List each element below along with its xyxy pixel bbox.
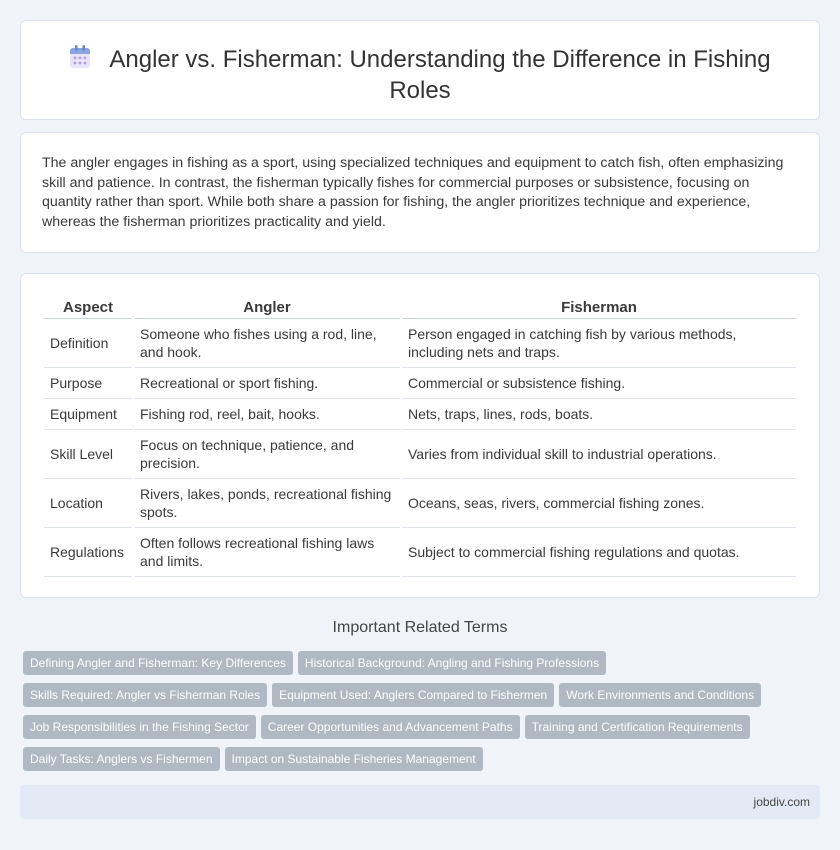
table-cell-fisherman: Oceans, seas, rivers, commercial fishing zones. [402, 479, 796, 528]
related-term-tag[interactable]: Job Responsibilities in the Fishing Sector [23, 715, 256, 739]
table-cell-aspect: Location [44, 479, 132, 528]
table-cell-fisherman: Commercial or subsistence fishing. [402, 368, 796, 399]
table-cell-angler: Focus on technique, patience, and precision. [134, 430, 400, 479]
related-terms-tags [23, 651, 803, 779]
header-aspect: Aspect [44, 292, 132, 319]
header-angler: Angler [134, 292, 400, 319]
table-cell-aspect: Skill Level [44, 430, 132, 479]
table-row [44, 479, 796, 528]
table-row [44, 399, 796, 430]
header-fisherman: Fisherman [402, 292, 796, 319]
table-row [44, 319, 796, 368]
table-cell-fisherman: Varies from individual skill to industrial operations. [402, 430, 796, 479]
related-term-tag[interactable]: Impact on Sustainable Fisheries Management [225, 747, 483, 771]
page-title-row [21, 45, 819, 105]
intro-paragraph: The angler engages in fishing as a sport, using specialized techniques and equipment to catch fish, often emphasizing skill and patience. In contrast, the fisherman typically fishes for commercial purposes or subsistence, focusing on quantity rather than sport. While both share a passion for fishing, the angler prioritizes technique and experience, whereas the fisherman prioritizes practicality and yield. [42, 155, 784, 230]
table-row [44, 368, 796, 399]
intro-card [20, 132, 820, 253]
table-cell-aspect: Purpose [44, 368, 132, 399]
footer-site-link[interactable]: jobdiv.com [753, 795, 810, 809]
table-cell-aspect: Regulations [44, 528, 132, 577]
footer-bar [20, 785, 820, 819]
table-cell-angler: Recreational or sport fishing. [134, 368, 400, 399]
related-term-tag[interactable]: Work Environments and Conditions [559, 683, 761, 707]
table-cell-fisherman: Nets, traps, lines, rods, boats. [402, 399, 796, 430]
table-cell-angler: Often follows recreational fishing laws and limits. [134, 528, 400, 577]
table-cell-aspect: Definition [44, 319, 132, 368]
title-card [20, 20, 820, 120]
table-cell-angler: Rivers, lakes, ponds, recreational fishing spots. [134, 479, 400, 528]
comparison-table [42, 292, 798, 577]
related-term-tag[interactable]: Equipment Used: Anglers Compared to Fishermen [272, 683, 554, 707]
calendar-icon [69, 45, 91, 76]
table-row [44, 528, 796, 577]
related-term-tag[interactable]: Skills Required: Angler vs Fisherman Roles [23, 683, 267, 707]
related-terms-title: Important Related Terms [332, 619, 508, 636]
related-term-tag[interactable]: Daily Tasks: Anglers vs Fishermen [23, 747, 220, 771]
table-cell-fisherman: Person engaged in catching fish by various methods, including nets and traps. [402, 319, 796, 368]
table-cell-aspect: Equipment [44, 399, 132, 430]
page-title: Angler vs. Fisherman: Understanding the Difference in Fishing Roles [109, 46, 771, 104]
table-cell-angler: Fishing rod, reel, bait, hooks. [134, 399, 400, 430]
table-row [44, 430, 796, 479]
related-term-tag[interactable]: Training and Certification Requirements [525, 715, 750, 739]
related-term-tag[interactable]: Historical Background: Angling and Fishing Professions [298, 651, 606, 675]
related-term-tag[interactable]: Defining Angler and Fisherman: Key Differences [23, 651, 293, 675]
related-term-tag[interactable]: Career Opportunities and Advancement Paths [261, 715, 520, 739]
comparison-table-card [20, 273, 820, 598]
table-cell-angler: Someone who fishes using a rod, line, and hook. [134, 319, 400, 368]
table-header-row [44, 292, 796, 319]
table-cell-fisherman: Subject to commercial fishing regulations and quotas. [402, 528, 796, 577]
